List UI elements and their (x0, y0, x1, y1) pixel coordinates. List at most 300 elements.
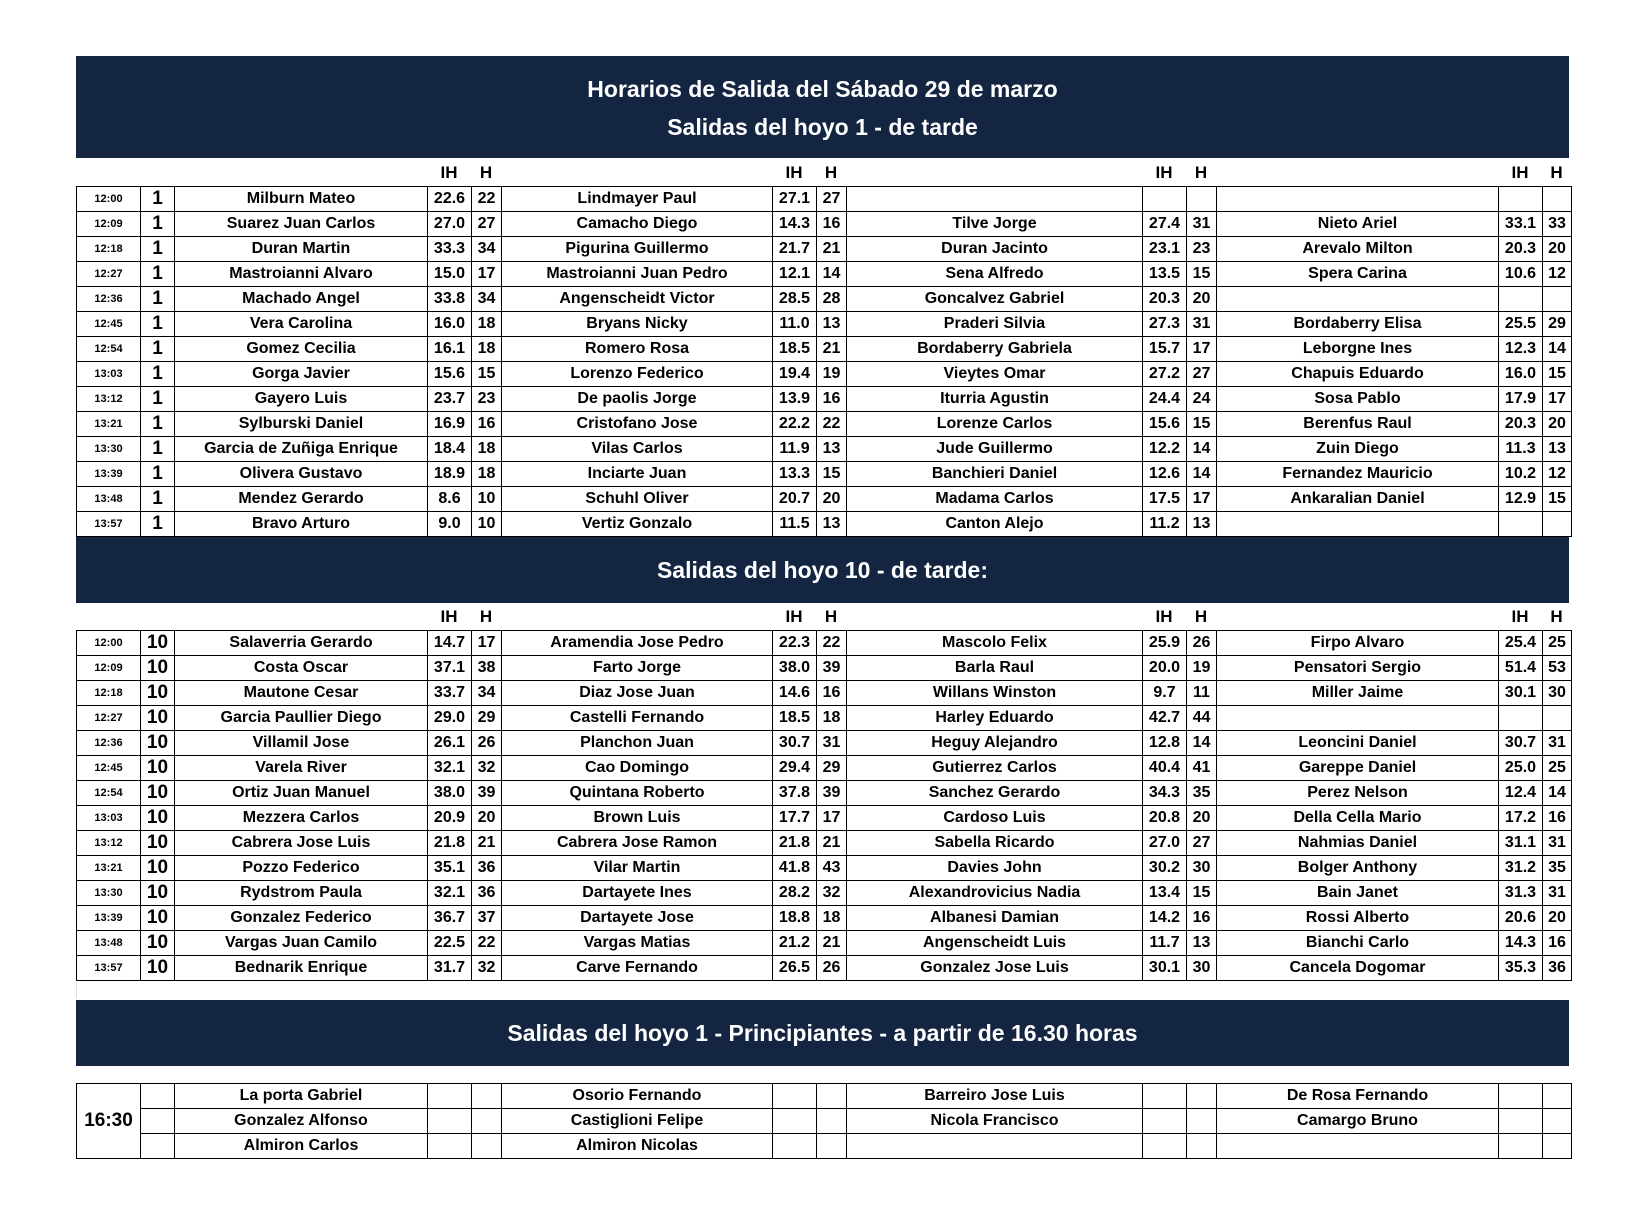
tee-time-cell: 12:00 (77, 631, 141, 656)
player-name-cell: Quintana Roberto (502, 781, 773, 806)
handicap-cell: 23 (1187, 237, 1217, 262)
handicap-cell: 16 (817, 387, 847, 412)
handicap-cell: 15 (472, 362, 502, 387)
player-name-cell: Alexandrovicius Nadia (847, 881, 1143, 906)
index-cell: 27.3 (1143, 312, 1187, 337)
player-name-cell: Harley Eduardo (847, 706, 1143, 731)
empty-cell (817, 1134, 847, 1159)
tee-time-cell: 12:45 (77, 312, 141, 337)
index-cell: 22.5 (428, 931, 472, 956)
empty-cell (1143, 1109, 1187, 1134)
index-cell: 15.6 (1143, 412, 1187, 437)
index-cell: 31.3 (1499, 881, 1543, 906)
table-row (77, 931, 1572, 956)
handicap-cell: 21 (817, 337, 847, 362)
handicap-cell: 14 (1187, 731, 1217, 756)
handicap-cell: 31 (1543, 881, 1572, 906)
table-row (77, 706, 1572, 731)
handicap-cell: 17 (817, 806, 847, 831)
handicap-cell: 41 (1187, 756, 1217, 781)
player-name-cell: Almiron Carlos (175, 1134, 428, 1159)
handicap-cell: 14 (1187, 462, 1217, 487)
hole-cell: 10 (141, 656, 175, 681)
index-cell: 35.3 (1499, 956, 1543, 981)
player-name-cell: Vera Carolina (175, 312, 428, 337)
handicap-cell: 14 (1543, 337, 1572, 362)
handicap-cell: 30 (1187, 956, 1217, 981)
handicap-cell: 22 (817, 412, 847, 437)
player-name-cell: Vargas Juan Camilo (175, 931, 428, 956)
player-name-cell: Bryans Nicky (502, 312, 773, 337)
handicap-cell: 14 (1543, 781, 1572, 806)
index-cell: 37.8 (773, 781, 817, 806)
tee-time-cell: 12:00 (77, 187, 141, 212)
index-cell: 29.4 (773, 756, 817, 781)
player-name-cell: Farto Jorge (502, 656, 773, 681)
handicap-cell: 32 (472, 756, 502, 781)
handicap-cell: 34 (472, 681, 502, 706)
index-cell: 17.2 (1499, 806, 1543, 831)
handicap-cell: 13 (817, 437, 847, 462)
handicap-cell: 22 (472, 931, 502, 956)
handicap-cell: 17 (1187, 337, 1217, 362)
index-cell: 9.0 (428, 512, 472, 537)
index-cell: 10.6 (1499, 262, 1543, 287)
handicap-cell: 14 (1187, 437, 1217, 462)
index-cell: 30.1 (1143, 956, 1187, 981)
index-cell: 9.7 (1143, 681, 1187, 706)
table-row (77, 681, 1572, 706)
index-cell: 32.1 (428, 881, 472, 906)
player-name-cell: Diaz Jose Juan (502, 681, 773, 706)
empty-cell (1187, 1134, 1217, 1159)
handicap-cell: 14 (817, 262, 847, 287)
handicap-cell: 38 (472, 656, 502, 681)
section-title-hoyo10: Salidas del hoyo 10 - de tarde: (656, 557, 989, 583)
empty-cell (141, 1084, 175, 1109)
player-name-cell: Vieytes Omar (847, 362, 1143, 387)
player-name-cell: Gonzalez Alfonso (175, 1109, 428, 1134)
empty-cell (141, 1134, 175, 1159)
empty-cell (1143, 1084, 1187, 1109)
player-name-cell: Chapuis Eduardo (1217, 362, 1499, 387)
hole-cell: 10 (141, 881, 175, 906)
player-name-cell: Almiron Nicolas (502, 1134, 773, 1159)
handicap-cell: 17 (1187, 487, 1217, 512)
player-name-cell: Garcia de Zuñiga Enrique (175, 437, 428, 462)
handicap-cell: 15 (817, 462, 847, 487)
handicap-cell: 29 (472, 706, 502, 731)
player-name-cell (1217, 187, 1499, 212)
empty-cell (1143, 1134, 1187, 1159)
player-name-cell: Angenscheidt Luis (847, 931, 1143, 956)
index-cell: 33.8 (428, 287, 472, 312)
index-cell: 22.6 (428, 187, 472, 212)
handicap-cell: 10 (472, 512, 502, 537)
player-name-cell: Heguy Alejandro (847, 731, 1143, 756)
player-name-cell (1217, 1134, 1499, 1159)
index-cell: 20.3 (1499, 412, 1543, 437)
player-name-cell: Nicola Francisco (847, 1109, 1143, 1134)
player-name-cell: Osorio Fernando (502, 1084, 773, 1109)
index-cell: 37.1 (428, 656, 472, 681)
tee-times-table-hoyo1 (76, 186, 1572, 537)
index-cell: 31.1 (1499, 831, 1543, 856)
handicap-cell: 36 (1543, 956, 1572, 981)
handicap-cell: 22 (472, 187, 502, 212)
handicap-cell: 43 (817, 856, 847, 881)
player-name-cell: Mautone Cesar (175, 681, 428, 706)
handicap-cell (1543, 512, 1572, 537)
player-name-cell: Vilas Carlos (502, 437, 773, 462)
tee-time-cell: 12:09 (77, 212, 141, 237)
index-cell: 20.8 (1143, 806, 1187, 831)
handicap-cell: 20 (817, 487, 847, 512)
tee-time-cell: 12:27 (77, 262, 141, 287)
handicap-cell: 12 (1543, 262, 1572, 287)
index-cell: 16.0 (1499, 362, 1543, 387)
index-cell: 11.7 (1143, 931, 1187, 956)
index-cell: 17.5 (1143, 487, 1187, 512)
handicap-cell: 17 (1543, 387, 1572, 412)
tee-time-cell: 13:39 (77, 906, 141, 931)
header-banner-hoyo1 (76, 56, 1569, 158)
hole-cell: 1 (141, 412, 175, 437)
index-cell: 12.1 (773, 262, 817, 287)
index-cell: 25.5 (1499, 312, 1543, 337)
table-row (77, 487, 1572, 512)
player-name-cell: Gorga Javier (175, 362, 428, 387)
player-name-cell: Duran Jacinto (847, 237, 1143, 262)
column-header-h: H (1194, 163, 1208, 182)
table-row (77, 806, 1572, 831)
hole-cell: 10 (141, 806, 175, 831)
player-name-cell: Cristofano Jose (502, 412, 773, 437)
index-cell: 30.7 (773, 731, 817, 756)
handicap-cell: 30 (1543, 681, 1572, 706)
index-cell: 31.7 (428, 956, 472, 981)
player-name-cell: Olivera Gustavo (175, 462, 428, 487)
index-cell: 42.7 (1143, 706, 1187, 731)
player-name-cell: Miller Jaime (1217, 681, 1499, 706)
table-row (77, 881, 1572, 906)
player-name-cell: Ortiz Juan Manuel (175, 781, 428, 806)
player-name-cell: Camargo Bruno (1217, 1109, 1499, 1134)
tee-time-cell: 13:12 (77, 831, 141, 856)
player-name-cell: Arevalo Milton (1217, 237, 1499, 262)
handicap-cell: 16 (1543, 931, 1572, 956)
column-header-row (76, 605, 1571, 629)
index-cell: 14.3 (773, 212, 817, 237)
index-cell: 51.4 (1499, 656, 1543, 681)
index-cell: 15.6 (428, 362, 472, 387)
player-name-cell: De Rosa Fernando (1217, 1084, 1499, 1109)
table-row (77, 437, 1572, 462)
hole-cell: 1 (141, 237, 175, 262)
handicap-cell: 15 (1543, 362, 1572, 387)
table-row (77, 781, 1572, 806)
handicap-cell: 15 (1187, 412, 1217, 437)
player-name-cell: Nahmias Daniel (1217, 831, 1499, 856)
index-cell: 20.6 (1499, 906, 1543, 931)
empty-cell (472, 1084, 502, 1109)
index-cell: 16.9 (428, 412, 472, 437)
player-name-cell: Gareppe Daniel (1217, 756, 1499, 781)
index-cell: 30.1 (1499, 681, 1543, 706)
player-name-cell: Della Cella Mario (1217, 806, 1499, 831)
index-cell: 12.3 (1499, 337, 1543, 362)
index-cell (1499, 706, 1543, 731)
hole-cell: 10 (141, 631, 175, 656)
player-name-cell: Goncalvez Gabriel (847, 287, 1143, 312)
column-header-row (76, 161, 1571, 185)
hole-cell: 10 (141, 706, 175, 731)
hole-cell: 1 (141, 287, 175, 312)
handicap-cell: 27 (817, 187, 847, 212)
handicap-cell: 37 (472, 906, 502, 931)
player-name-cell: Rossi Alberto (1217, 906, 1499, 931)
handicap-cell: 15 (1187, 262, 1217, 287)
index-cell: 30.7 (1499, 731, 1543, 756)
hole-cell: 10 (141, 781, 175, 806)
player-name-cell: Mastroianni Alvaro (175, 262, 428, 287)
index-cell: 27.0 (1143, 831, 1187, 856)
handicap-cell: 16 (817, 681, 847, 706)
column-header-h: H (824, 607, 838, 626)
handicap-cell: 19 (1187, 656, 1217, 681)
hole-cell: 10 (141, 756, 175, 781)
handicap-cell: 34 (472, 237, 502, 262)
empty-cell (428, 1134, 472, 1159)
player-name-cell: Bravo Arturo (175, 512, 428, 537)
hole-cell: 1 (141, 462, 175, 487)
handicap-cell: 19 (817, 362, 847, 387)
page-title: Horarios de Salida del Sábado 29 de marzo (587, 76, 1058, 102)
player-name-cell: Castelli Fernando (502, 706, 773, 731)
index-cell: 25.9 (1143, 631, 1187, 656)
index-cell: 26.5 (773, 956, 817, 981)
hole-cell: 1 (141, 212, 175, 237)
handicap-cell: 20 (1187, 287, 1217, 312)
index-cell: 21.8 (428, 831, 472, 856)
handicap-cell: 15 (1543, 487, 1572, 512)
index-cell: 24.4 (1143, 387, 1187, 412)
empty-cell (428, 1109, 472, 1134)
handicap-cell: 18 (817, 706, 847, 731)
player-name-cell (1217, 512, 1499, 537)
index-cell: 14.7 (428, 631, 472, 656)
column-header-ih: IH (1511, 163, 1529, 182)
index-cell: 12.2 (1143, 437, 1187, 462)
handicap-cell: 18 (472, 437, 502, 462)
tee-time-cell: 12:45 (77, 756, 141, 781)
empty-cell (1499, 1109, 1543, 1134)
index-cell: 25.4 (1499, 631, 1543, 656)
column-header-h: H (1550, 163, 1563, 182)
player-name-cell: Brown Luis (502, 806, 773, 831)
handicap-cell: 39 (817, 781, 847, 806)
player-name-cell: Leborgne Ines (1217, 337, 1499, 362)
player-name-cell: Dartayete Jose (502, 906, 773, 931)
index-cell: 17.7 (773, 806, 817, 831)
player-name-cell: Spera Carina (1217, 262, 1499, 287)
column-header-h: H (824, 163, 838, 182)
index-cell: 23.7 (428, 387, 472, 412)
handicap-cell: 27 (1187, 362, 1217, 387)
player-name-cell (1217, 706, 1499, 731)
index-cell: 20.9 (428, 806, 472, 831)
tee-time-cell: 13:03 (77, 362, 141, 387)
player-name-cell: Vilar Martin (502, 856, 773, 881)
table-row (77, 237, 1572, 262)
index-cell: 38.0 (428, 781, 472, 806)
player-name-cell: Mezzera Carlos (175, 806, 428, 831)
index-cell: 18.9 (428, 462, 472, 487)
table-row (77, 656, 1572, 681)
player-name-cell: Leoncini Daniel (1217, 731, 1499, 756)
player-name-cell: Gomez Cecilia (175, 337, 428, 362)
tee-time-cell: 12:18 (77, 681, 141, 706)
player-name-cell: Jude Guillermo (847, 437, 1143, 462)
handicap-cell: 18 (817, 906, 847, 931)
index-cell: 16.0 (428, 312, 472, 337)
player-name-cell: Garcia Paullier Diego (175, 706, 428, 731)
tee-times-table-principiantes (76, 1083, 1572, 1159)
hole-cell: 10 (141, 681, 175, 706)
player-name-cell: Mastroianni Juan Pedro (502, 262, 773, 287)
index-cell: 20.3 (1143, 287, 1187, 312)
player-name-cell: Sanchez Gerardo (847, 781, 1143, 806)
player-name-cell: Banchieri Daniel (847, 462, 1143, 487)
handicap-cell: 32 (817, 881, 847, 906)
player-name-cell: Mendez Gerardo (175, 487, 428, 512)
handicap-cell: 29 (1543, 312, 1572, 337)
column-header-h: H (1550, 607, 1563, 626)
player-name-cell: Bain Janet (1217, 881, 1499, 906)
player-name-cell: Berenfus Raul (1217, 412, 1499, 437)
player-name-cell (847, 1134, 1143, 1159)
handicap-cell: 20 (1543, 906, 1572, 931)
column-header-ih: IH (785, 607, 803, 626)
index-cell (1499, 512, 1543, 537)
hole-cell: 1 (141, 362, 175, 387)
player-name-cell: La porta Gabriel (175, 1084, 428, 1109)
spacer-row (76, 982, 1570, 998)
player-name-cell: Cancela Dogomar (1217, 956, 1499, 981)
handicap-cell: 28 (817, 287, 847, 312)
empty-cell (817, 1084, 847, 1109)
player-name-cell: Vargas Matias (502, 931, 773, 956)
index-cell: 11.9 (773, 437, 817, 462)
handicap-cell: 22 (817, 631, 847, 656)
player-name-cell: Suarez Juan Carlos (175, 212, 428, 237)
handicap-cell (1543, 187, 1572, 212)
index-cell: 35.1 (428, 856, 472, 881)
handicap-cell: 24 (1187, 387, 1217, 412)
tee-time-cell: 13:57 (77, 512, 141, 537)
index-cell: 12.4 (1499, 781, 1543, 806)
hole-cell: 1 (141, 387, 175, 412)
index-cell: 12.8 (1143, 731, 1187, 756)
table-row (77, 287, 1572, 312)
handicap-cell: 29 (817, 756, 847, 781)
handicap-cell: 13 (1187, 512, 1217, 537)
player-name-cell: Camacho Diego (502, 212, 773, 237)
tee-time-cell: 12:54 (77, 781, 141, 806)
column-header-ih: IH (1155, 607, 1173, 626)
hole-cell: 1 (141, 337, 175, 362)
empty-cell (773, 1109, 817, 1134)
table-row (77, 956, 1572, 981)
handicap-cell: 25 (1543, 756, 1572, 781)
handicap-cell: 31 (817, 731, 847, 756)
player-name-cell: Gayero Luis (175, 387, 428, 412)
index-cell: 18.8 (773, 906, 817, 931)
index-cell: 15.0 (428, 262, 472, 287)
handicap-cell: 26 (817, 956, 847, 981)
player-name-cell: De paolis Jorge (502, 387, 773, 412)
player-name-cell: Romero Rosa (502, 337, 773, 362)
index-cell: 36.7 (428, 906, 472, 931)
column-header-ih: IH (440, 163, 458, 182)
table-row (77, 212, 1572, 237)
player-name-cell: Tilve Jorge (847, 212, 1143, 237)
player-name-cell: Villamil Jose (175, 731, 428, 756)
handicap-cell: 32 (472, 956, 502, 981)
handicap-cell: 18 (472, 462, 502, 487)
tee-time-cell: 12:09 (77, 656, 141, 681)
player-name-cell: Pozzo Federico (175, 856, 428, 881)
handicap-cell: 13 (817, 512, 847, 537)
player-name-cell: Pigurina Guillermo (502, 237, 773, 262)
player-name-cell: Bednarik Enrique (175, 956, 428, 981)
table-row (77, 631, 1572, 656)
player-name-cell: Barla Raul (847, 656, 1143, 681)
index-cell: 13.3 (773, 462, 817, 487)
index-cell: 16.1 (428, 337, 472, 362)
player-name-cell: Fernandez Mauricio (1217, 462, 1499, 487)
player-name-cell: Pensatori Sergio (1217, 656, 1499, 681)
handicap-cell: 17 (472, 631, 502, 656)
player-name-cell: Angenscheidt Victor (502, 287, 773, 312)
player-name-cell: Willans Winston (847, 681, 1143, 706)
column-header-ih: IH (440, 607, 458, 626)
table-row (77, 362, 1572, 387)
player-name-cell: Milburn Mateo (175, 187, 428, 212)
handicap-cell: 18 (472, 337, 502, 362)
player-name-cell (847, 187, 1143, 212)
empty-cell (773, 1134, 817, 1159)
player-name-cell: Canton Alejo (847, 512, 1143, 537)
tee-time-cell: 13:48 (77, 487, 141, 512)
index-cell (1143, 187, 1187, 212)
player-name-cell: Cabrera Jose Luis (175, 831, 428, 856)
player-name-cell: Lorenzo Federico (502, 362, 773, 387)
index-cell: 10.2 (1499, 462, 1543, 487)
index-cell: 23.1 (1143, 237, 1187, 262)
tee-time-cell: 13:21 (77, 412, 141, 437)
tee-time-cell: 12:36 (77, 731, 141, 756)
table-row (77, 831, 1572, 856)
tee-time-cell: 13:12 (77, 387, 141, 412)
table-row (77, 1109, 1572, 1134)
hole-cell: 1 (141, 487, 175, 512)
handicap-cell: 44 (1187, 706, 1217, 731)
player-name-cell: Lorenze Carlos (847, 412, 1143, 437)
handicap-cell: 16 (472, 412, 502, 437)
index-cell: 33.3 (428, 237, 472, 262)
table-row (77, 387, 1572, 412)
